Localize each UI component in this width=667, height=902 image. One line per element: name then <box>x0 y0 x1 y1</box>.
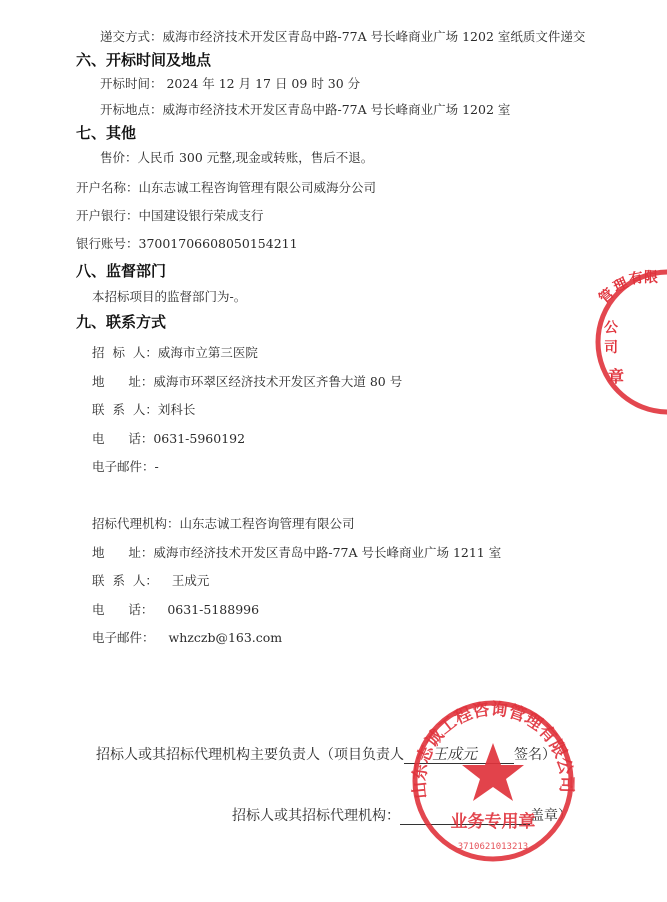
section-8-title: 八、监督部门 <box>76 262 167 280</box>
tenderer-phone-label: 电 话： <box>92 431 154 446</box>
seal1-char-4: 限 <box>644 270 658 286</box>
price-info: 售价：人民币 300 元整,现金或转账，售后不退。 <box>100 150 374 165</box>
tenderer-contact-label: 联 系 人： <box>92 402 158 417</box>
agent-name-row <box>92 516 355 532</box>
agent-address: 威海市经济技术开发区青岛中路-77A 号长峰商业广场 1211 室 <box>153 545 502 560</box>
submission-method: 递交方式：威海市经济技术开发区青岛中路-77A 号长峰商业广场 1202 室纸质文件递交 <box>100 29 586 44</box>
agent-phone-row <box>92 602 259 618</box>
agent-phone-label: 电 话： <box>92 602 154 617</box>
agent-name-label: 招标代理机构： <box>92 516 180 531</box>
agent-address-row <box>92 545 501 561</box>
tenderer-name-row <box>92 345 258 361</box>
seal-star-icon <box>462 743 524 801</box>
seal1-sub: 章 <box>608 367 625 386</box>
seal1-char-5: 公 <box>604 320 618 336</box>
handwritten-signature: 王成元 <box>432 745 478 763</box>
seal1-char-1: 管 <box>596 285 618 308</box>
section-7-title: 七、其他 <box>76 124 137 142</box>
tenderer-contact-row <box>92 402 195 418</box>
agent-contact-row <box>92 573 209 589</box>
signature-line-2-prefix: 招标人或其招标代理机构： <box>232 808 400 824</box>
opening-time: 开标时间： 2024 年 12 月 17 日 09 时 30 分 <box>100 76 361 91</box>
agent-phone: 0631-5188996 <box>167 602 260 617</box>
tenderer-email: - <box>154 459 159 474</box>
tenderer-email-label: 电子邮件： <box>92 459 155 474</box>
tenderer-address-row <box>92 374 402 390</box>
signature-line-2-suffix: 盖章） <box>530 808 572 824</box>
agent-email-label: 电子邮件： <box>92 630 155 645</box>
agent-email-row <box>92 630 282 646</box>
tenderer-address: 威海市环翠区经济技术开发区齐鲁大道 80 号 <box>153 374 403 389</box>
agent-contact: 王成元 <box>171 573 210 588</box>
tenderer-email-row <box>92 459 159 475</box>
account-name: 开户名称：山东志诚工程咨询管理有限公司威海分公司 <box>76 180 377 195</box>
bank-name: 开户银行：中国建设银行荣成支行 <box>76 208 264 223</box>
partial-seal-icon <box>586 262 667 422</box>
agent-address-label: 地 址： <box>92 545 154 560</box>
seal2-ring-text: 山东志诚工程咨询管理有限公司 <box>409 699 577 800</box>
tenderer-address-label: 地 址： <box>92 374 154 389</box>
tenderer-phone-row <box>92 431 245 447</box>
agent-name: 山东志诚工程咨询管理有限公司 <box>179 516 355 531</box>
section-6-title: 六、开标时间及地点 <box>76 51 212 69</box>
section-9-title: 九、联系方式 <box>76 313 167 331</box>
seal1-char-3: 有 <box>627 269 645 288</box>
agent-contact-label: 联 系 人： <box>92 573 158 588</box>
tenderer-contact: 刘科长 <box>157 402 196 417</box>
company-seal-icon <box>398 693 588 863</box>
signature-line-1-prefix: 招标人或其招标代理机构主要负责人（项目负责人 <box>96 747 404 763</box>
agent-email: whzczb@163.com <box>168 630 283 645</box>
tenderer-name-label: 招 标 人： <box>92 345 158 360</box>
seal2-center-text: 业务专用章 <box>450 812 536 832</box>
supervision-text: 本招标项目的监督部门为-。 <box>92 289 247 304</box>
opening-place: 开标地点：威海市经济技术开发区青岛中路-77A 号长峰商业广场 1202 室 <box>100 102 511 117</box>
seal1-char-2: 理 <box>610 275 631 296</box>
signature-line-1-suffix: 签名） <box>514 747 556 763</box>
tenderer-name: 威海市立第三医院 <box>157 345 258 360</box>
seal1-char-6: 司 <box>604 340 618 356</box>
seal2-number: 3710621013213 <box>457 842 529 852</box>
account-number: 银行账号：37001706608050154211 <box>76 236 298 251</box>
tenderer-phone: 0631-5960192 <box>153 431 246 446</box>
